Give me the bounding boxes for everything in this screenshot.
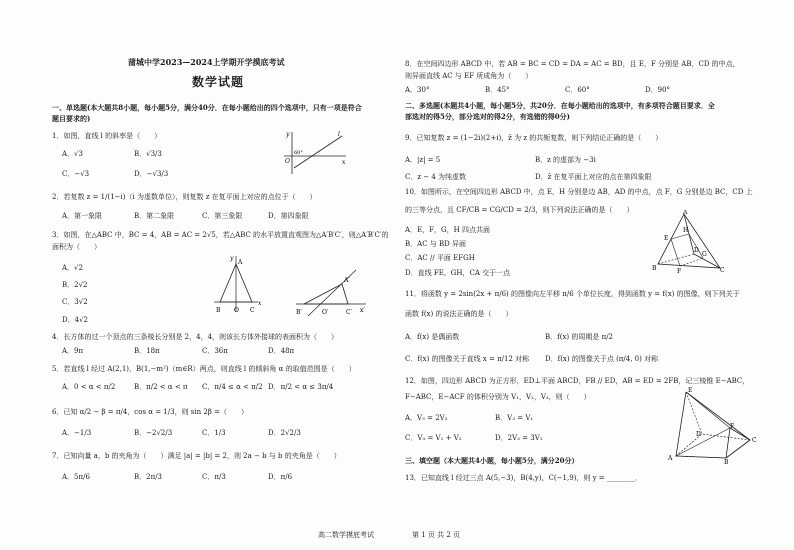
q13-stem: 13．已知直线 l 经过三点 A(5,−3)，B(4,y)，C(−1,9)，则 y = ________． (405, 474, 642, 482)
q11-option-a: A．f(x) 是偶函数 (405, 333, 460, 341)
q3-label-c2: C′ (346, 309, 352, 316)
q1-figure (280, 128, 350, 176)
q5-option-d: D．π/2 < α ≤ 3π/4 (268, 383, 334, 391)
q4-option-a: A．9π (62, 347, 84, 355)
q7-option-a: A．5π/6 (62, 473, 90, 481)
q3-label-y: y (230, 255, 234, 262)
footer-exam-name: 高二数学摸底考试 (318, 531, 374, 539)
q12-option-b: B．V₃ = V₁ (495, 414, 534, 422)
q9-option-c: C．z − 4 为纯虚数 (405, 173, 467, 181)
q10-label-a: A (683, 210, 688, 216)
q4-option-d: D．48π (268, 347, 295, 355)
q9-option-b: B．z 的虚部为 −3i (535, 156, 596, 164)
q10-option-c: C．AC // 平面 EFGH (405, 254, 475, 262)
q6-stem: 6．已知 α/2 − β = π/4，cos α = 1/3，则 sin 2β =（ ） (52, 408, 248, 416)
q11-option-d: D．f(x) 的图像关于点 (π/4, 0) 对称 (545, 355, 659, 363)
q8-option-c: C．60° (565, 86, 590, 94)
q12-label-e: E (688, 387, 693, 394)
q3-stem-cont: 面积为（ ） (52, 243, 101, 251)
q10-label-f: F (677, 268, 682, 274)
q10-label-g: G (702, 251, 707, 258)
q8-option-a: A．30° (405, 86, 430, 94)
q3-option-c: C．3√2 (62, 298, 88, 306)
q3-label-x2: x′ (360, 307, 365, 314)
q6-option-b: B．−2√2/3 (134, 429, 173, 437)
q1-label-x: x (342, 159, 346, 166)
q12-option-d: D．2V₃ = 3V₁ (495, 434, 543, 442)
q3-label-b: B (216, 307, 221, 314)
section1-heading-cont: 题目要求的) (52, 114, 91, 123)
q1-label-o: O (285, 158, 290, 165)
q1-stem: 1．如图，直线 l 的斜率是（ ） (52, 132, 162, 140)
q1-option-d: D．−√3/3 (134, 170, 169, 178)
q12-label-d: D (696, 431, 701, 438)
q10-label-e: E (664, 235, 669, 242)
section2-heading: 二、多选题(本题共4小题，每小题5分，共20分．在每小题给出的选项中，有多项符合题目要求．全 (405, 101, 715, 110)
q5-option-b: B．π/2 < α < π (134, 383, 188, 391)
q3-label-x: x (258, 300, 262, 307)
q11-option-c: C．f(x) 的图像关于直线 x = π/12 对称 (405, 355, 530, 363)
q11-option-b: B．f(x) 的周期是 π/2 (545, 333, 614, 341)
q12-figure (668, 384, 768, 464)
q12-option-a: A．V₃ = 2V₂ (405, 414, 448, 422)
q2-option-d: D．第四象限 (268, 212, 309, 220)
q3-label-o: O (234, 307, 239, 314)
q7-option-d: D．π/6 (268, 473, 293, 481)
q3-option-b: B．2√2 (62, 281, 88, 289)
q8-stem-cont: 则异面直线 AC 与 EF 所成角为（ ） (405, 72, 533, 80)
q10-label-d: D (694, 247, 699, 254)
q11-stem-cont: 函数 f(x) 的说法正确的是（ ） (405, 310, 513, 318)
q4-stem: 4．长方体的过一个顶点的三条棱长分别是 2，4，4，则该长方体外接球的表面积为（ ） (52, 333, 339, 341)
q1-label-l: l (338, 131, 340, 138)
q6-option-a: A．−1/3 (62, 429, 92, 437)
q5-option-a: A．0 < α < π/2 (62, 383, 116, 391)
q4-option-b: B．18π (134, 347, 160, 355)
q12-label-c: C (752, 437, 757, 444)
q2-option-a: A．第一象限 (62, 212, 103, 220)
q9-option-a: A．|z| = 5 (405, 156, 441, 164)
q2-option-c: C．第三象限 (202, 212, 243, 220)
q6-option-d: D．2√2/3 (268, 429, 301, 437)
q6-option-c: C．1/3 (202, 429, 226, 437)
q2-stem: 2．若复数 z = 1/(1−i)（i 为虚数单位），则复数 z 在复平面上对应的点位于（ ） (52, 193, 317, 201)
q11-stem: 11．将函数 y = 2sin(2x + π/6) 的图像向左平移 π/6 个单位长度，得到函数 y = f(x) 的图像，则下列关于 (405, 290, 740, 298)
q7-option-b: B．2π/3 (134, 473, 163, 481)
q3-stem: 3．如图，在△ABC 中，BC = 4，AB = AC = 2√5，若△ABC 的水平放置直观图为△A′B′C′，则△A′B′C′的 (52, 231, 389, 239)
q3-label-b2: B′ (296, 309, 302, 316)
q10-option-b: B．AC 与 BD 异面 (405, 240, 466, 248)
q3-option-a: A．√2 (62, 264, 83, 272)
q3-option-d: D．4√2 (62, 316, 88, 324)
q8-option-b: B．45° (485, 86, 510, 94)
q12-stem-cont: F−ABC，E−ACF 的体积分别为 V₁，V₂，V₃，则（ ） (405, 393, 591, 401)
q1-option-b: B．√3/3 (134, 150, 162, 158)
footer-page-number: 第 1 页 共 2 页 (412, 531, 461, 539)
section3-heading: 三、填空题（本大题共4小题，每小题5分，满分20分） (405, 456, 579, 465)
q7-option-c: C．π/3 (202, 473, 226, 481)
q8-stem: 8．在空间四边形 ABCD 中，若 AB = BC = CD = DA = AC = BD，且 E，F 分别是 AB，CD 的中点， (405, 60, 740, 68)
q1-label-y: y (286, 131, 290, 138)
q10-label-c: C (720, 267, 725, 274)
q10-figure (650, 210, 728, 274)
section1-heading: 一、单选题(本大题共8小题，每小题5分，满分40分．在每小题给出的四个选项中，只有一项是符合 (52, 103, 362, 112)
q5-option-c: C．π/4 ≤ α < π/2 (202, 383, 263, 391)
q12-option-c: C．V₃ = V₁ + V₂ (405, 434, 462, 442)
q10-stem: 10．如图所示，在空间四边形 ABCD 中，点 E，H 分别是边 AB，AD 的中点，点 F，G 分别是边 BC，CD 上 (405, 188, 753, 196)
q9-option-d: D．z̄ 在复平面上对应的点在第四象限 (535, 173, 652, 181)
q3-label-a: A (238, 259, 243, 266)
subject-title: 数学试题 (192, 75, 245, 89)
q3-label-c: C (250, 307, 255, 314)
q12-label-a: A (668, 455, 673, 462)
q12-label-f: F (730, 423, 735, 430)
q10-label-h: H (683, 227, 689, 234)
q10-stem-cont: 的三等分点，且 CF/CB = CG/CD = 2/3，则下列说法正确的是（ ） (405, 206, 634, 214)
q7-stem: 7．已知向量 a，b 的夹角为（ ）满足 |a| = |b| = 2，则 2a − b 与 b 的夹角是（ ） (52, 452, 341, 460)
q1-label-angle: 60° (294, 150, 303, 156)
q12-stem: 12．如图，四边形 ABCD 为正方形，ED⊥平面 ABCD，FB // ED，AB = ED = 2FB，记三棱锥 E−ABC， (405, 377, 750, 385)
q3-figure (210, 252, 370, 320)
q9-stem: 9．已知复数 z = (1−2i)(2+i)，z̄ 为 z 的共轭复数，则下列结论正确的是（ ） (405, 134, 663, 142)
exam-title: 蒲城中学2023—2024上学期开学摸底考试 (128, 57, 285, 67)
q3-label-a2: A′ (344, 277, 350, 284)
q4-option-c: C．36π (202, 347, 228, 355)
q10-option-a: A．E，F，G，H 四点共面 (405, 226, 490, 234)
q1-option-a: A．√3 (62, 150, 83, 158)
q10-label-b: B (652, 265, 657, 272)
q12-label-b: B (724, 459, 729, 464)
q5-stem: 5．若直线 l 经过 A(2,1)，B(1,−m²)（m∈R）两点，则直线 l 的倾斜角 α 的取值范围是（ ） (52, 365, 356, 373)
q10-option-d: D．直线 FE，GH，CA 交于一点 (405, 269, 511, 277)
q1-option-c: C．−√3 (62, 170, 90, 178)
q3-label-o2: O′ (322, 309, 329, 316)
q8-option-d: D．90° (645, 86, 671, 94)
section2-heading-cont: 部选对的得5分，部分选对的得2分，有选错的得0分) (405, 112, 570, 121)
q2-option-b: B．第二象限 (134, 212, 175, 220)
